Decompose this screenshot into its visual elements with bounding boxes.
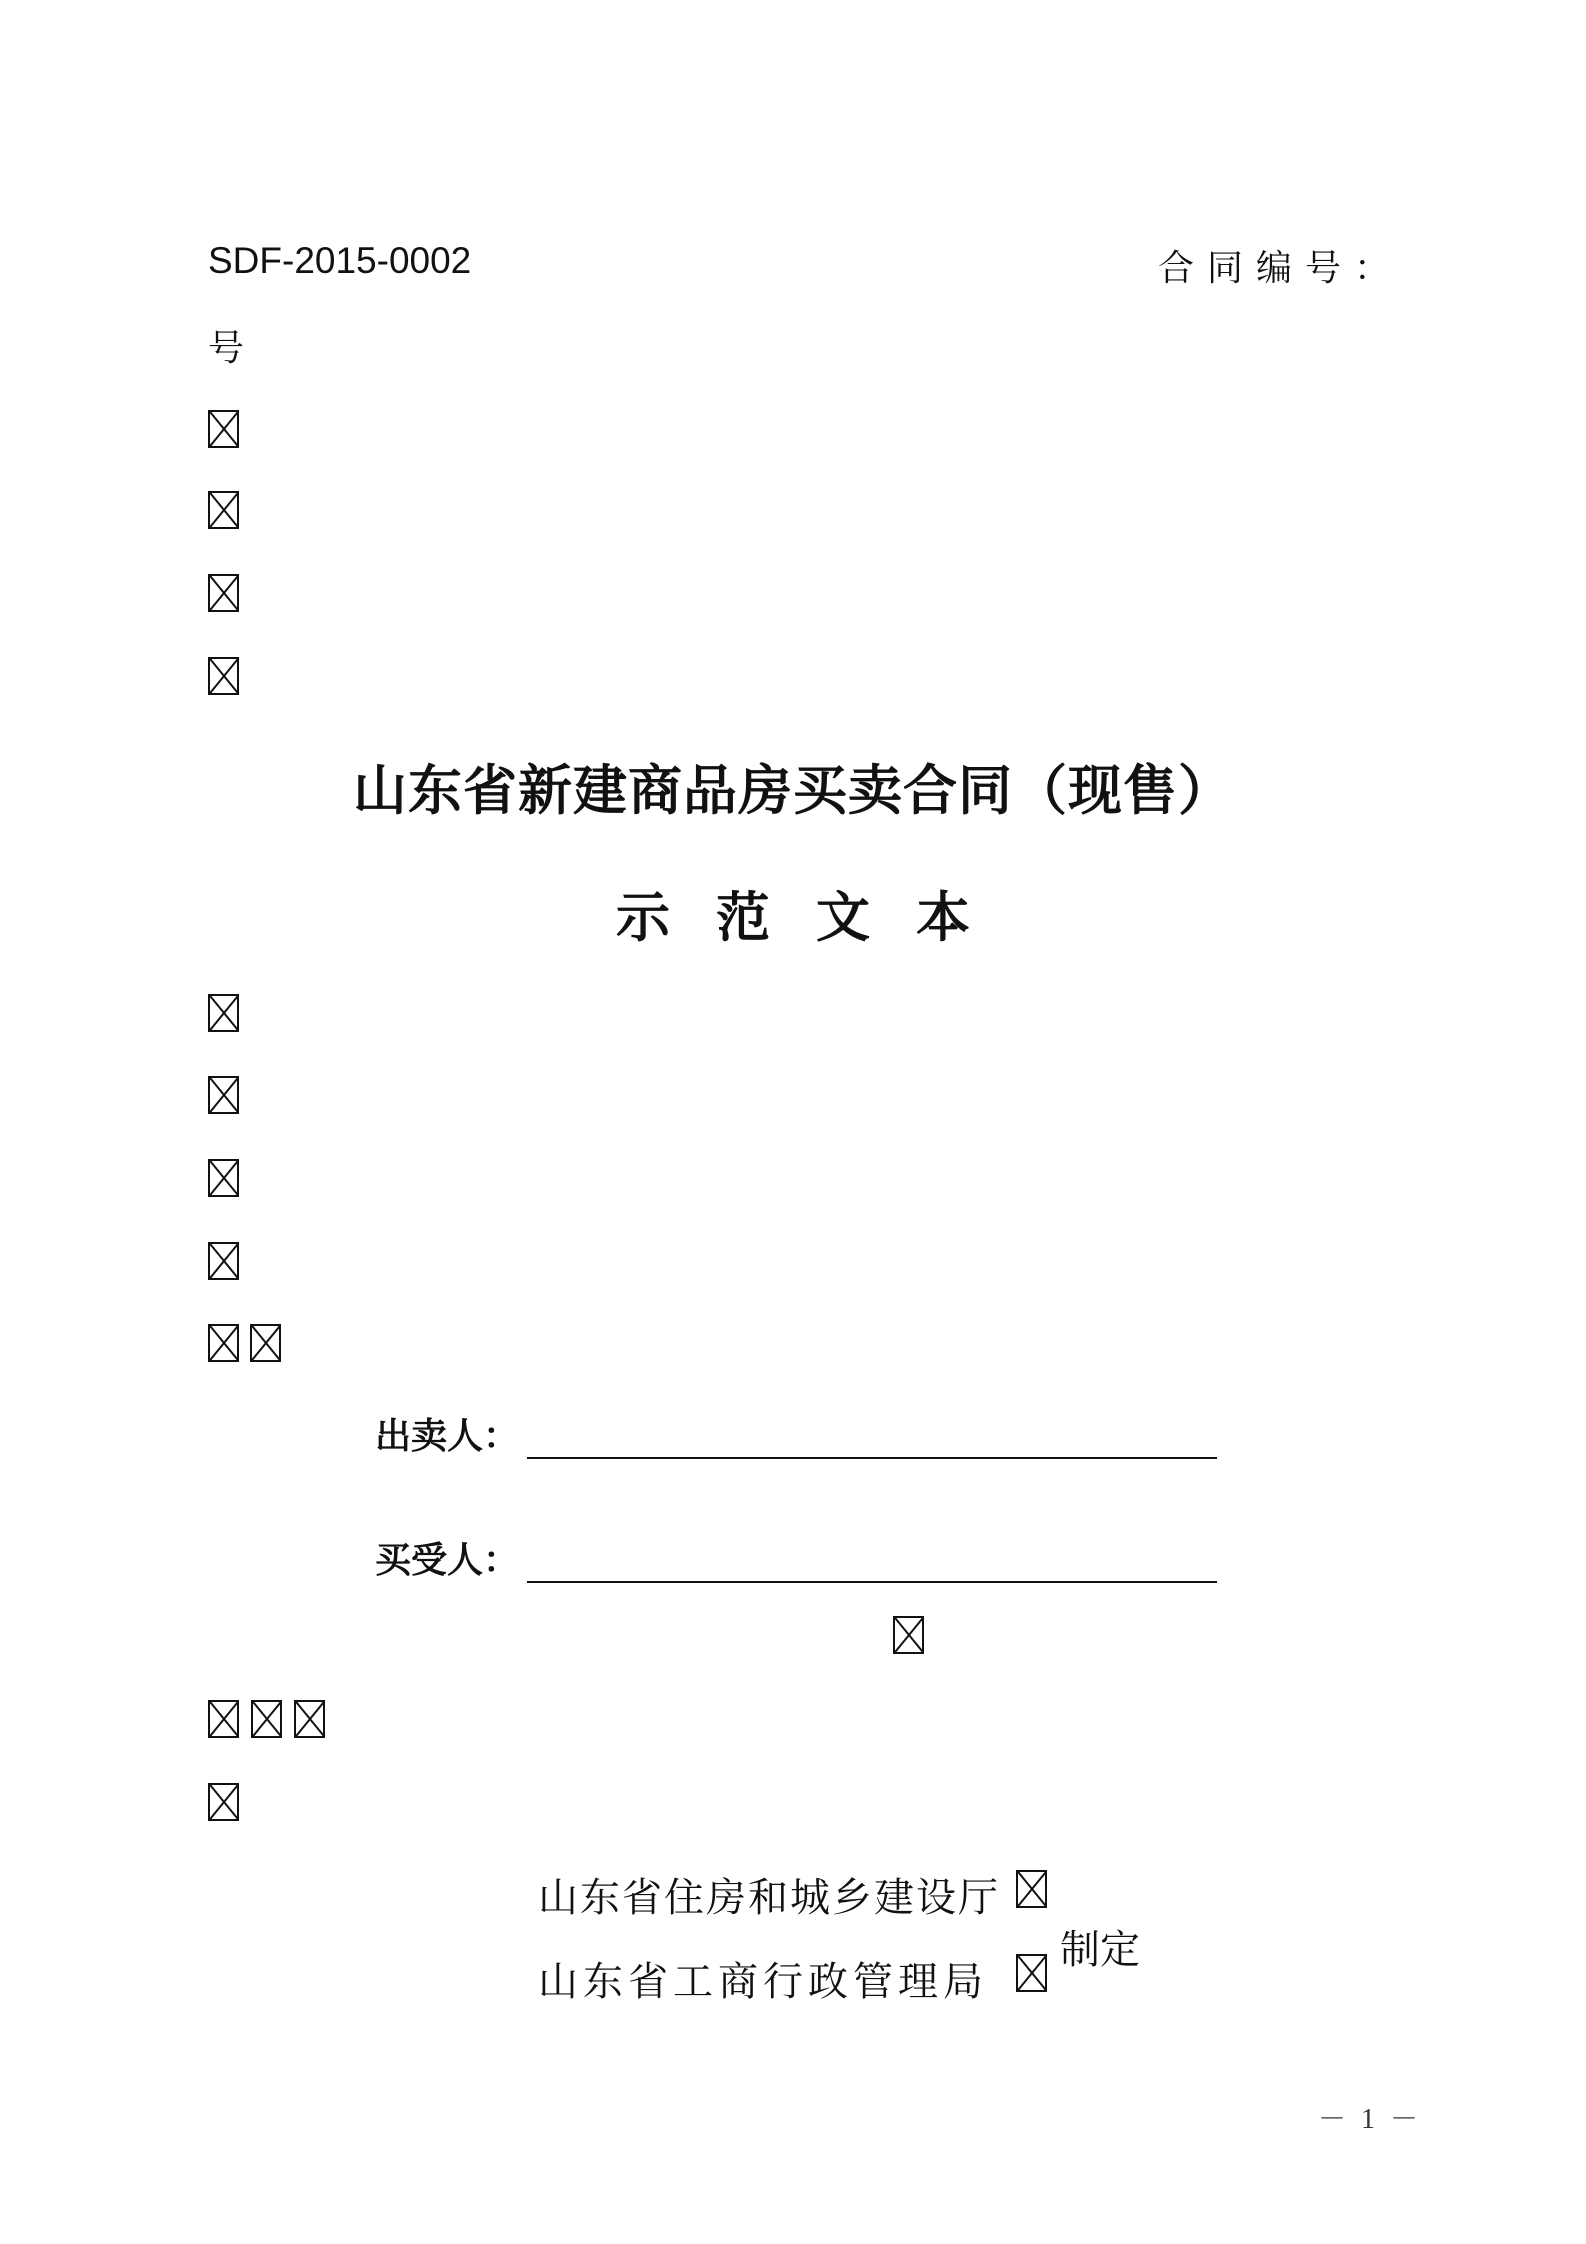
issuer-housing-department: 山东省住房和城乡建设厅 <box>538 1875 1000 1921</box>
missing-glyph-icon <box>208 1783 239 1821</box>
document-title: 山东省新建商品房买卖合同（现售） <box>353 759 1233 822</box>
missing-glyph-icon <box>251 1700 282 1738</box>
missing-glyph-icon <box>208 1700 239 1738</box>
missing-glyph-icon <box>208 1076 239 1114</box>
missing-glyph-icon <box>208 1159 239 1197</box>
missing-glyph-icon <box>208 994 239 1032</box>
issuer-industry-commerce-bureau: 山东省工商行政管理局 <box>538 1959 988 2005</box>
seller-label: 出卖人： <box>375 1416 520 1457</box>
document-subtitle: 示范文本 <box>616 886 1016 949</box>
missing-glyph-icon <box>893 1616 924 1654</box>
page-number: － 1 － <box>1318 2104 1423 2135</box>
buyer-label: 买受人： <box>375 1540 520 1581</box>
missing-glyph-icon <box>250 1324 281 1362</box>
seller-signature-line[interactable] <box>527 1457 1217 1459</box>
missing-glyph-icon <box>208 410 239 448</box>
issued-label: 制定 <box>1060 1927 1140 1973</box>
missing-glyph-icon <box>208 491 239 529</box>
buyer-signature-line[interactable] <box>527 1581 1217 1583</box>
missing-glyph-icon <box>208 1242 239 1280</box>
standard-code: SDF-2015-0002 <box>208 240 472 281</box>
missing-glyph-icon <box>1016 1954 1047 1992</box>
contract-number-suffix: 号 <box>208 328 245 369</box>
missing-glyph-icon <box>208 1324 239 1362</box>
missing-glyph-icon <box>294 1700 325 1738</box>
missing-glyph-icon <box>1016 1870 1047 1908</box>
contract-number-label: 合同编号： <box>1158 248 1404 289</box>
missing-glyph-icon <box>208 574 239 612</box>
missing-glyph-icon <box>208 657 239 695</box>
